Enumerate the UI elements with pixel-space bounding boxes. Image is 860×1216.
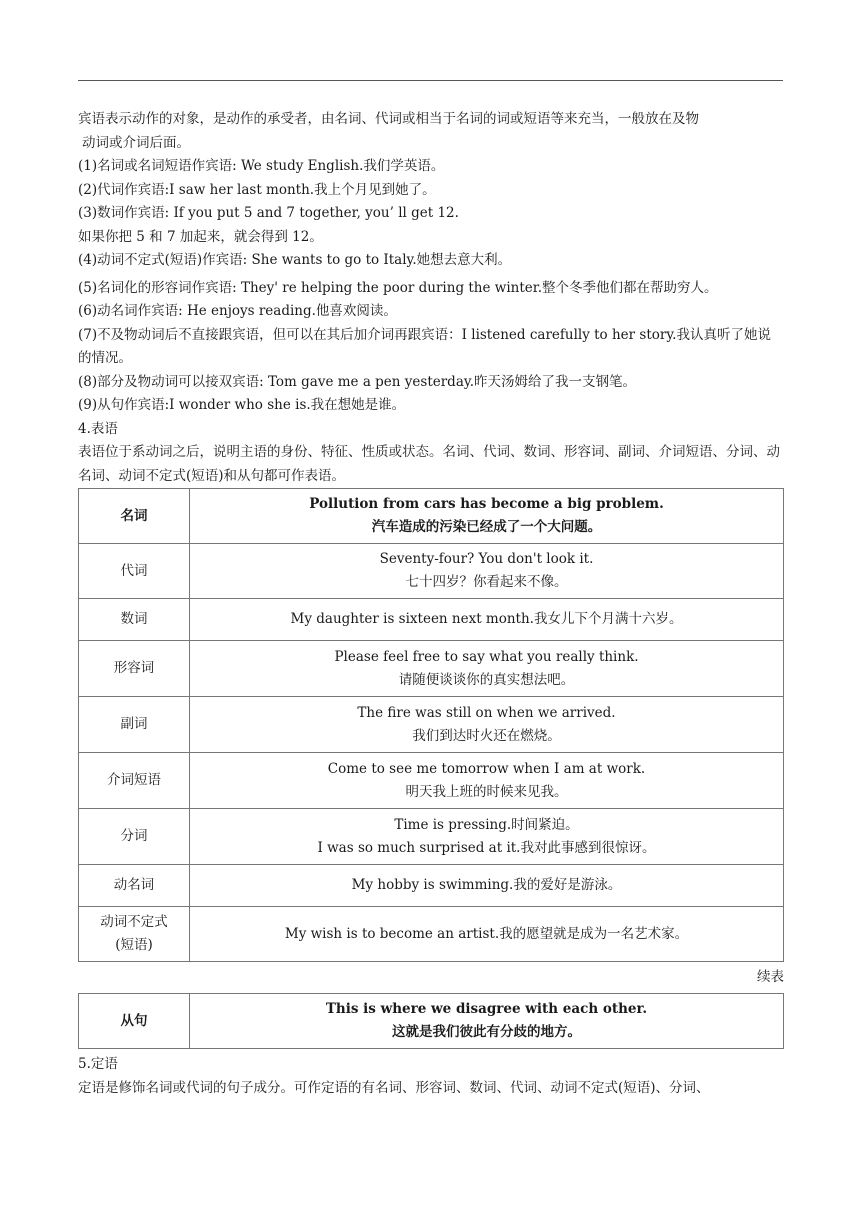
table-row bbox=[79, 599, 784, 641]
example-line-1: Seventy-four? You don't look it. bbox=[379, 551, 594, 567]
row-label: 介词短语 bbox=[79, 753, 190, 809]
row-label: 分词 bbox=[79, 809, 190, 865]
row-label: 动词不定式 (短语) bbox=[79, 907, 190, 962]
row-example bbox=[190, 865, 784, 907]
table-row bbox=[79, 753, 784, 809]
example-line-1: Time is pressing.时间紧迫。 bbox=[394, 816, 579, 833]
table-row bbox=[79, 697, 784, 753]
row-label: 名词 bbox=[79, 489, 190, 544]
attributive-heading: 5.定语 bbox=[78, 1056, 118, 1072]
row-example bbox=[190, 809, 784, 865]
row-label: 副词 bbox=[79, 697, 190, 753]
row-label: 形容词 bbox=[79, 641, 190, 697]
table-row bbox=[79, 544, 784, 599]
table-row bbox=[79, 641, 784, 697]
example-line-1: Please feel free to say what you really think. bbox=[334, 648, 639, 665]
intro-line-1: 宾语表示动作的对象，是动作的承受者，由名词、代词或相当于名词的词或短语等来充当，一般放在及物 bbox=[78, 111, 699, 127]
example-english: This is where we disagree with each other. bbox=[325, 1001, 648, 1017]
table-row bbox=[79, 489, 784, 544]
row-label: 代词 bbox=[79, 544, 190, 599]
object-item-3-translation: 如果你把 5 和 7 加起来，就会得到 12。 bbox=[78, 228, 323, 245]
object-item-6: (6)动名词作宾语: He enjoys reading.他喜欢阅读。 bbox=[78, 303, 397, 319]
object-item-1: (1)名词或名词短语作宾语: We study English.我们学英语。 bbox=[78, 158, 445, 174]
row-label: 数词 bbox=[79, 599, 190, 641]
row-example bbox=[190, 753, 784, 809]
object-item-4: (4)动词不定式(短语)作宾语: She wants to go to Italy.她想去意大利。 bbox=[78, 252, 512, 268]
predicative-table bbox=[78, 488, 784, 962]
example-line-2: 请随便谈谈你的真实想法吧。 bbox=[398, 671, 575, 688]
object-item-5: (5)名词化的形容词作宾语: They' re helping the poor during the winter.整个冬季他们都在帮助穷人。 bbox=[78, 279, 718, 296]
example-line-2: 七十四岁？你看起来不像。 bbox=[405, 574, 568, 590]
intro-line-2: 动词或介词后面。 bbox=[82, 134, 190, 151]
example-line-1: Come to see me tomorrow when I am at work. bbox=[327, 760, 646, 777]
row-example bbox=[190, 697, 784, 753]
example-line-1: My hobby is swimming.我的爱好是游泳。 bbox=[351, 877, 622, 893]
example-line-2: 明天我上班的时候来见我。 bbox=[405, 783, 568, 800]
predicative-description: 表语位于系动词之后，说明主语的身份、特征、性质或状态。名词、代词、数词、形容词、副词、介词短语、分词、动名词、动词不定式(短语)和从句都可作表语。 bbox=[78, 444, 780, 484]
predicative-heading: 4.表语 bbox=[78, 420, 118, 437]
continued-label: 续表 bbox=[757, 969, 784, 985]
object-item-3: (3)数词作宾语: If you put 5 and 7 together, you’ ll get 12. bbox=[78, 205, 459, 221]
document-body bbox=[78, 108, 784, 1100]
table-row bbox=[79, 865, 784, 907]
row-example bbox=[190, 599, 784, 641]
example-line-2: 汽车造成的污染已经成了一个大问题。 bbox=[371, 519, 602, 535]
table-row bbox=[79, 907, 784, 962]
predicative-table-continued bbox=[78, 993, 784, 1049]
row-example bbox=[190, 907, 784, 962]
object-item-7: (7)不及物动词后不直接跟宾语，但可以在其后加介词再跟宾语：I listened carefully to her story.我认真听了她说的情况。 bbox=[78, 326, 771, 366]
row-label: 从句 bbox=[79, 994, 190, 1049]
example-line-1: Pollution from cars has become a big problem. bbox=[309, 496, 664, 512]
row-example bbox=[190, 994, 784, 1049]
example-chinese: 这就是我们彼此有分歧的地方。 bbox=[392, 1024, 581, 1040]
object-item-2: (2)代词作宾语:I saw her last month.我上个月见到她了。 bbox=[78, 181, 436, 198]
table-row bbox=[79, 809, 784, 865]
example-line-1: My wish is to become an artist.我的愿望就是成为一名艺术家。 bbox=[284, 925, 689, 942]
row-example bbox=[190, 641, 784, 697]
row-example bbox=[190, 544, 784, 599]
example-line-2: 我们到达时火还在燃烧。 bbox=[412, 727, 561, 744]
attributive-description: 定语是修饰名词或代词的句子成分。可作定语的有名词、形容词、数词、代词、动词不定式(短语)、分词、 bbox=[78, 1079, 710, 1096]
example-line-1: My daughter is sixteen next month.我女儿下个月满十六岁。 bbox=[290, 611, 683, 627]
row-example bbox=[190, 489, 784, 544]
table-row bbox=[79, 994, 784, 1049]
row-label: 动名词 bbox=[79, 865, 190, 907]
object-item-8: (8)部分及物动词可以接双宾语: Tom gave me a pen yesterday.昨天汤姆给了我一支钢笔。 bbox=[78, 373, 637, 390]
example-line-1: The fire was still on when we arrived. bbox=[357, 704, 616, 721]
header-rule bbox=[78, 80, 783, 81]
example-line-2: I was so much surprised at it.我对此事感到很惊讶。 bbox=[317, 839, 656, 856]
object-item-9: (9)从句作宾语:I wonder who she is.我在想她是谁。 bbox=[78, 397, 406, 413]
